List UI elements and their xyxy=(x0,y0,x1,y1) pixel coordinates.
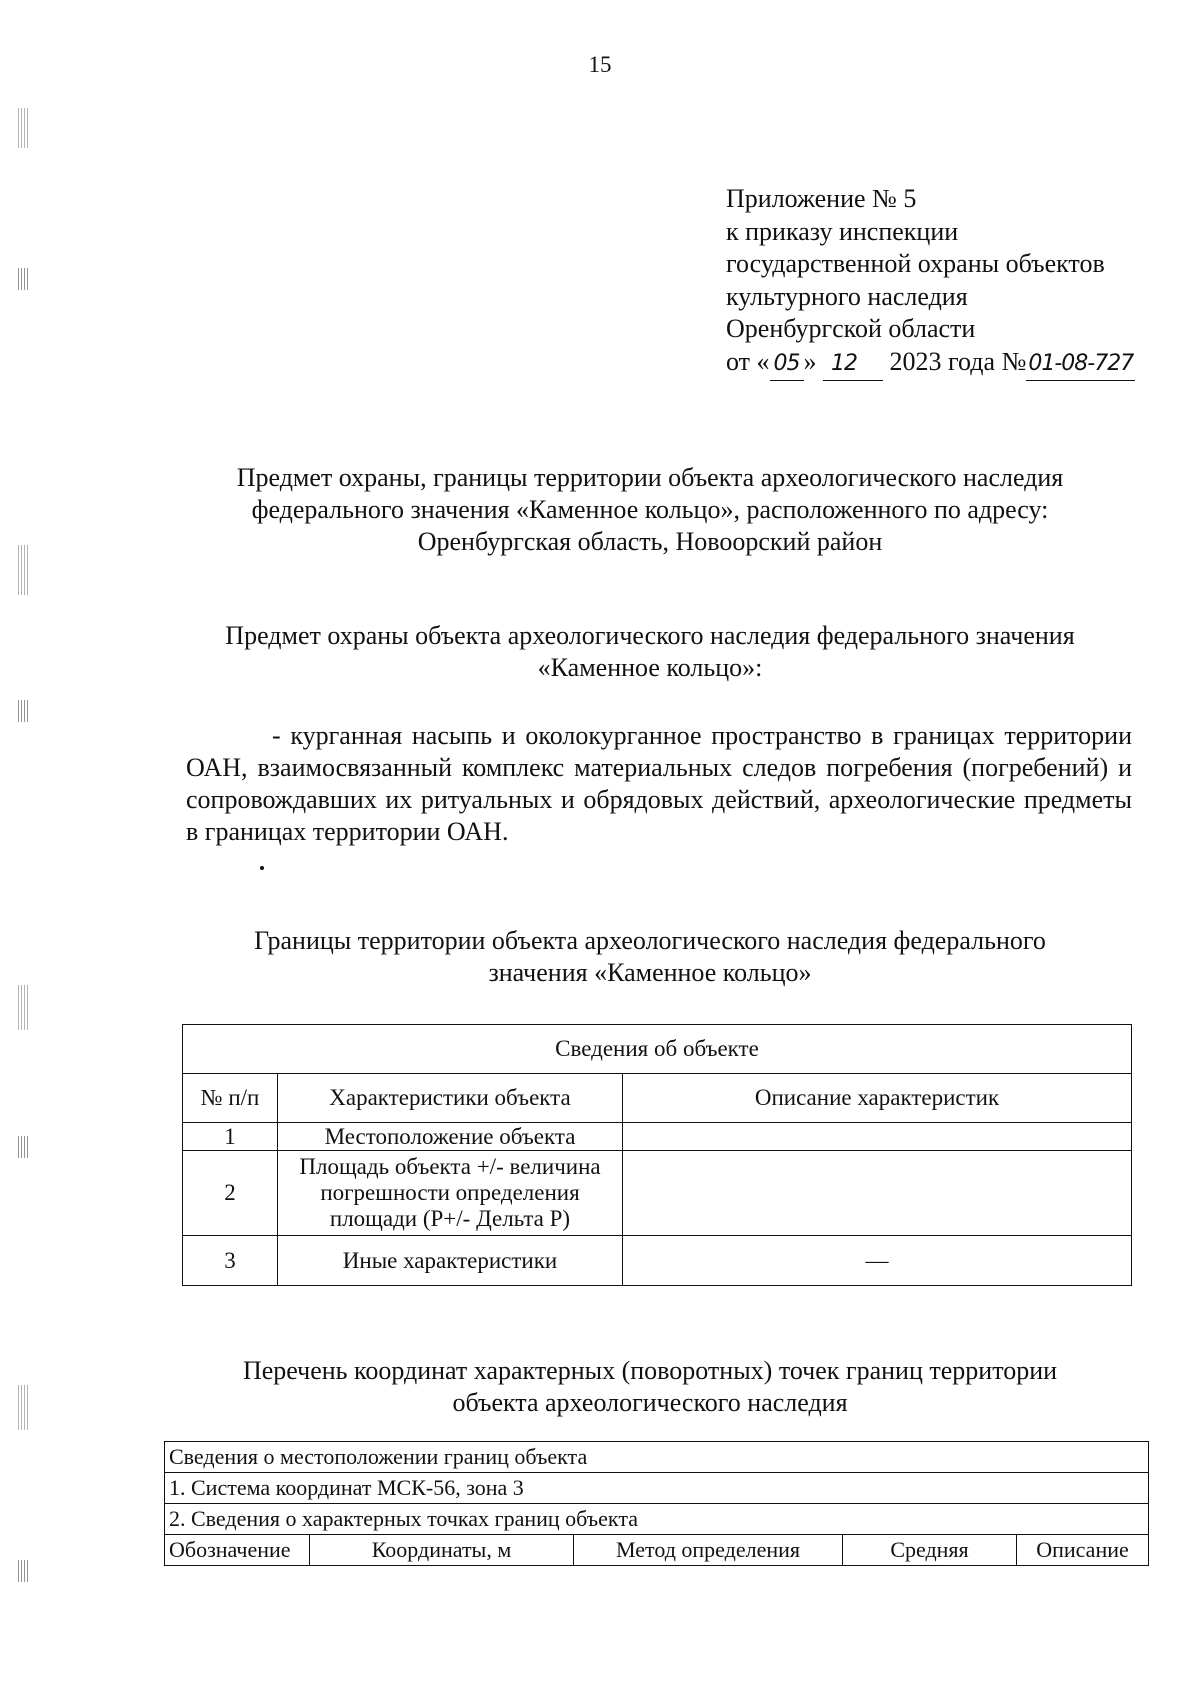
subject-paragraph xyxy=(186,720,1132,848)
scan-mark xyxy=(18,1136,28,1158)
table-row xyxy=(183,1236,1132,1286)
order-number: 01-08-727 xyxy=(1026,348,1135,382)
coords-title-line: объекта археологического наследия xyxy=(452,1388,848,1417)
date-prefix: от « xyxy=(726,346,770,376)
coords-header-row xyxy=(165,1535,1149,1566)
main-title xyxy=(150,462,1150,558)
subject-text: - курганная насыпь и околокурганное пространство в границах территории ОАН, взаимосвязанный комплекс материальных следов погребения (погребений) и сопровождавших их ритуальных и обрядовых действий, археологические предметы в границах территории ОАН. xyxy=(186,721,1132,846)
header-cell: Характеристики объекта xyxy=(278,1074,623,1123)
table-row xyxy=(165,1442,1149,1473)
main-title-line: федерального значения «Каменное кольцо», расположенного по адресу: xyxy=(251,495,1049,524)
row-desc xyxy=(623,1151,1132,1236)
scan-mark xyxy=(18,700,28,722)
table-row xyxy=(165,1504,1149,1535)
table-row xyxy=(183,1123,1132,1151)
appendix-block xyxy=(726,183,1135,381)
row-name: Местоположение объекта xyxy=(278,1123,623,1151)
row-desc xyxy=(623,1123,1132,1151)
borders-title-line: Границы территории объекта археологического наследия федерального xyxy=(254,926,1046,955)
date-day: 05 xyxy=(770,348,804,382)
main-title-line: Предмет охраны, границы территории объекта археологического наследия xyxy=(236,463,1064,492)
stray-dot xyxy=(260,866,264,870)
table-row xyxy=(183,1151,1132,1236)
date-year: 2023 года № xyxy=(889,346,1027,376)
header-cell: Метод определения xyxy=(574,1535,843,1566)
table-caption-row xyxy=(183,1025,1132,1074)
appendix-date-line xyxy=(726,346,1135,382)
object-info-table xyxy=(182,1024,1132,1286)
date-month: 12 xyxy=(823,348,883,382)
page-number: 15 xyxy=(588,52,612,77)
header-cell: Средняя xyxy=(843,1535,1017,1566)
scan-mark xyxy=(18,1385,28,1430)
subject-title xyxy=(150,620,1150,684)
header-cell: Обозначение xyxy=(165,1535,310,1566)
coords-row-location: Сведения о местоположении границ объекта xyxy=(165,1442,1149,1473)
subject-title-line: Предмет охраны объекта археологического наследия федерального значения xyxy=(225,621,1075,650)
coords-row-system: 1. Система координат МСК-56, зона 3 xyxy=(165,1473,1149,1504)
scan-mark xyxy=(18,985,28,1030)
appendix-line: государственной охраны объектов xyxy=(726,249,1105,278)
table-caption: Сведения об объекте xyxy=(183,1025,1132,1074)
row-number: 3 xyxy=(183,1236,278,1286)
header-cell: Описание характеристик xyxy=(623,1074,1132,1123)
main-title-line: Оренбургская область, Новоорский район xyxy=(417,527,883,556)
table-row xyxy=(165,1473,1149,1504)
borders-title-line: значения «Каменное кольцо» xyxy=(488,958,812,987)
date-separator: » xyxy=(803,346,817,376)
coordinates-table xyxy=(164,1441,1149,1566)
appendix-line: культурного наследия xyxy=(726,281,968,311)
appendix-line: к приказу инспекции xyxy=(726,216,959,246)
coords-row-points: 2. Сведения о характерных точках границ объекта xyxy=(165,1504,1149,1535)
row-name: Иные характеристики xyxy=(278,1236,623,1286)
scan-mark xyxy=(18,108,28,148)
row-desc: — xyxy=(623,1236,1132,1286)
row-number: 2 xyxy=(183,1151,278,1236)
row-name: Площадь объекта +/- величина погрешности определения площади (P+/- Дельта P) xyxy=(278,1151,623,1236)
scan-mark xyxy=(18,268,28,290)
scan-mark xyxy=(18,545,28,595)
header-cell: № п/п xyxy=(183,1074,278,1123)
coords-title xyxy=(150,1355,1150,1419)
subject-title-line: «Каменное кольцо»: xyxy=(537,653,763,682)
borders-title xyxy=(150,925,1150,989)
header-cell: Координаты, м xyxy=(310,1535,574,1566)
table-header-row xyxy=(183,1074,1132,1123)
header-cell: Описание xyxy=(1017,1535,1149,1566)
scan-mark xyxy=(18,1560,28,1582)
appendix-line: Оренбургской области xyxy=(726,314,976,343)
coords-title-line: Перечень координат характерных (поворотных) точек границ территории xyxy=(242,1356,1058,1385)
appendix-line: Приложение № 5 xyxy=(726,184,917,213)
row-number: 1 xyxy=(183,1123,278,1151)
